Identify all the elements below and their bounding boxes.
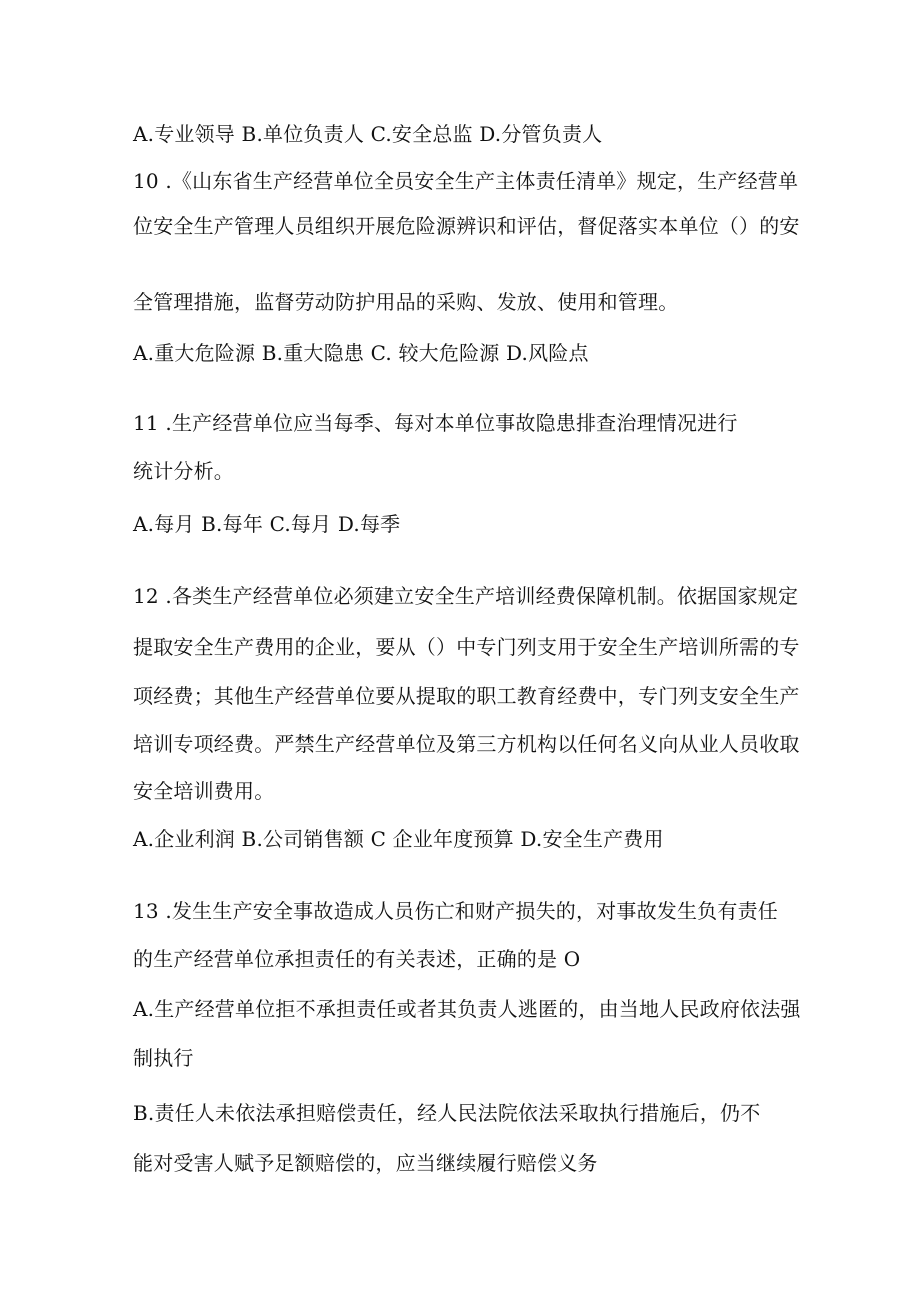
q10-line-2: 位安全生产管理人员组织开展危险源辨识和评估，督促落实本单位（）的安 <box>133 214 800 238</box>
q10-options: A.重大危险源 B.重大隐患 C. 较大危险源 D.风险点 <box>133 341 589 365</box>
q13-line-2: 的生产经营单位承担责任的有关表述，正确的是 O <box>133 947 581 971</box>
q13-line-1: 13 .发生生产安全事故造成人员伤亡和财产损失的，对事故发生负有责任 <box>133 899 778 923</box>
q13-option-b-line-2: 能对受害人赋予足额赔偿的，应当继续履行赔偿义务 <box>133 1151 598 1175</box>
q11-options: A.每月 B.每年 C.每月 D.每季 <box>133 512 401 536</box>
q12-line-5: 安全培训费用。 <box>133 779 275 803</box>
q13-option-a-line-2: 制执行 <box>133 1046 194 1070</box>
q13-option-b-line-1: B.责任人未依法承担赔偿责任，经人民法院依法采取执行措施后，仍不 <box>133 1101 761 1125</box>
q12-line-2: 提取安全生产费用的企业，要从（）中专门列支用于安全生产培训所需的专 <box>133 635 800 659</box>
q11-line-2: 统计分析。 <box>133 459 234 483</box>
q11-line-1: 11 .生产经营单位应当每季、每对本单位事故隐患排查治理情况进行 <box>133 411 738 435</box>
q10-line-3: 全管理措施，监督劳动防护用品的采购、发放、使用和管理。 <box>133 290 679 314</box>
q10-line-1: 10 .《山东省生产经营单位全员安全生产主体责任清单》规定，生产经营单 <box>133 169 799 193</box>
q12-line-3: 项经费；其他生产经营单位要从提取的职工教育经费中，专门列支安全生产 <box>133 684 800 708</box>
q12-line-4: 培训专项经费。严禁生产经营单位及第三方机构以任何名义向从业人员收取 <box>133 732 800 756</box>
q9-options: A.专业领导 B.单位负责人 C.安全总监 D.分管负责人 <box>133 122 603 146</box>
q13-option-a-line-1: A.生产经营单位拒不承担责任或者其负责人逃匿的，由当地人民政府依法强 <box>133 997 801 1021</box>
q12-options: A.企业利润 B.公司销售额 C 企业年度预算 D.安全生产费用 <box>133 827 664 851</box>
q12-line-1: 12 .各类生产经营单位必须建立安全生产培训经费保障机制。依据国家规定 <box>133 584 799 608</box>
